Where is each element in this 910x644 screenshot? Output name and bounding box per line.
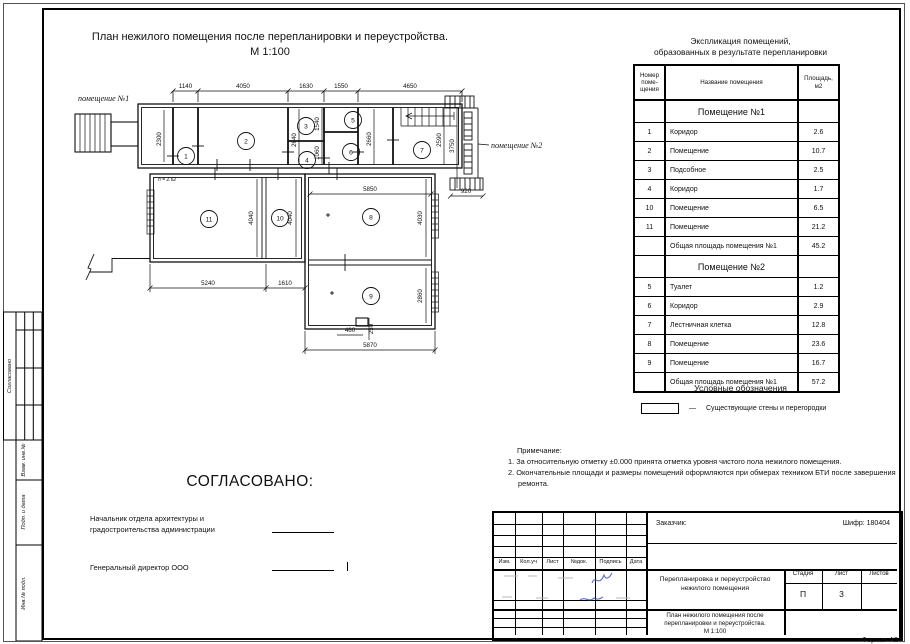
- dim-2860: 2860: [417, 289, 424, 303]
- room-8-number: 8: [369, 214, 373, 222]
- dim-4040-b: 4040: [287, 211, 294, 225]
- cell-area: [798, 256, 839, 278]
- section-title: Помещение №2: [665, 256, 798, 278]
- plan-scale: М 1:100: [250, 45, 290, 58]
- cell-name: Коридор: [665, 180, 798, 199]
- room-11-number: 11: [205, 216, 213, 224]
- drawing-title-line2: перепланировки и переустройства.: [664, 619, 766, 627]
- room-1-number: 1: [184, 153, 188, 161]
- room-3-number: 3: [304, 123, 308, 131]
- dim-4040-a: 4040: [248, 211, 255, 225]
- drawing-title: [646, 612, 784, 635]
- table-row: [634, 316, 839, 335]
- cell-total-label: Общая площадь помещения №1: [665, 237, 798, 256]
- cell-name: Туалет: [665, 278, 798, 297]
- cell-name: Коридор: [665, 123, 798, 142]
- cell-num: 2: [634, 142, 665, 161]
- dim-460: 460: [344, 327, 356, 334]
- cell-area: 1.2: [798, 278, 839, 297]
- plan-title-text: План нежилого помещения после перепланировки и переустройства.: [91, 31, 449, 43]
- sheets-header: Листов: [869, 571, 889, 577]
- table-row: [634, 142, 839, 161]
- stamp-vzam-label: Взам. инв.№: [21, 443, 27, 477]
- tb-line: [494, 535, 646, 536]
- explication-table: [633, 64, 840, 393]
- sheet-header: Лист: [834, 571, 849, 577]
- legend-dash: —: [689, 405, 696, 412]
- cell-name: Помещение: [665, 199, 798, 218]
- cell-area: 21.2: [798, 218, 839, 237]
- dim-5240: 5240: [201, 280, 215, 287]
- cell-num: [634, 100, 665, 123]
- explication-title-line1: Экспликация помещений,: [690, 36, 791, 46]
- dim-2660: 2660: [366, 132, 373, 146]
- customer-label: Заказчик:: [656, 520, 687, 527]
- drawing-title-line1: План нежилого помещения после: [666, 612, 764, 619]
- dim-2590: 2590: [436, 133, 443, 147]
- signature-line-2: [272, 570, 334, 571]
- project-name: [646, 576, 784, 594]
- table-row: [634, 297, 839, 316]
- side-stamp-strip: [3, 3, 43, 641]
- cell-area: 45.2: [798, 237, 839, 256]
- table-row: [634, 354, 839, 373]
- cell-name: Подсобное: [665, 161, 798, 180]
- cell-area: [798, 100, 839, 123]
- table-row: [634, 123, 839, 142]
- cell-area: 16.7: [798, 354, 839, 373]
- tb-line: [494, 546, 646, 547]
- dim-4030: 4030: [417, 211, 424, 225]
- stamp-inv-label: Инв.№ подл.: [21, 576, 27, 610]
- cell-num: 11: [634, 218, 665, 237]
- format-label: Формат А3: [861, 635, 898, 644]
- cell-name: Коридор: [665, 297, 798, 316]
- room-5-number: 5: [351, 117, 355, 125]
- cell-area: 12.8: [798, 316, 839, 335]
- dim-1060: 1060: [314, 146, 321, 160]
- room-6-number: 6: [349, 149, 353, 157]
- tb-line: [494, 627, 646, 628]
- section-title: Помещение №1: [665, 100, 798, 123]
- dim-1610: 1610: [278, 280, 292, 287]
- tb-col-koluch: Кол.уч: [520, 559, 537, 565]
- stage-value: П: [799, 589, 807, 599]
- signer-2-label: Генеральный директор ООО: [90, 563, 189, 572]
- room-10-number: 10: [276, 215, 284, 223]
- dim-3750: 3750: [449, 139, 456, 153]
- total-row: [634, 237, 839, 256]
- col-header-name: Название помещения: [665, 65, 798, 100]
- cell-area: 23.6: [798, 335, 839, 354]
- premise2-label: помещение №2: [491, 141, 543, 150]
- table-header-row: [634, 65, 839, 100]
- dim-920: 920: [460, 188, 472, 195]
- tb-line: [784, 569, 786, 635]
- cell-num: 1: [634, 123, 665, 142]
- legend-item-label: Существующие стены и перегородки: [706, 405, 827, 412]
- tb-line: [494, 618, 646, 619]
- table-row: [634, 161, 839, 180]
- table-row: [634, 218, 839, 237]
- dim-4650: 4650: [403, 83, 417, 90]
- approval-title: СОГЛАСОВАНО:: [186, 473, 314, 490]
- cell-area: 6.5: [798, 199, 839, 218]
- dim-1550: 1550: [334, 83, 348, 90]
- stray-mark: [347, 562, 348, 571]
- notes-block: [508, 445, 900, 489]
- section-row: [634, 100, 839, 123]
- project-name-line2: нежилого помещения: [680, 584, 750, 592]
- notes-title: Примечание:: [517, 446, 562, 455]
- cell-num: 6: [634, 297, 665, 316]
- cipher-label: Шифр: 180404: [842, 520, 890, 527]
- cell-num: 9: [634, 354, 665, 373]
- dim-4050: 4050: [236, 83, 250, 90]
- stage-header: Стадия: [792, 571, 814, 577]
- cell-area: 1.7: [798, 180, 839, 199]
- tb-col-izm: Изм.: [498, 559, 511, 565]
- cell-name: Помещение: [665, 142, 798, 161]
- cell-num: 3: [634, 161, 665, 180]
- tb-col-podpis: Подпись: [599, 559, 622, 565]
- sheet-value: 3: [839, 589, 844, 599]
- cell-num: 10: [634, 199, 665, 218]
- room-9-number: 9: [369, 293, 373, 301]
- plan-title: [55, 30, 485, 60]
- cell-name: Лестничная клетка: [665, 316, 798, 335]
- dim-5850: 5850: [363, 186, 377, 193]
- premise1-label: помещение №1: [78, 94, 130, 103]
- room-7-number: 7: [420, 147, 424, 155]
- cell-total-label: Общая площадь помещения №1: [665, 373, 798, 393]
- section-row: [634, 256, 839, 278]
- cell-num: 8: [634, 335, 665, 354]
- explication-title-line2: образованных в результате перепланировки: [653, 46, 828, 57]
- legend-title: Условные обозначения: [694, 383, 787, 393]
- cell-area: 2.6: [798, 123, 839, 142]
- dim-2640: 2640: [291, 133, 298, 147]
- signature-line-1: [272, 532, 334, 533]
- dim-1630: 1630: [299, 83, 313, 90]
- tb-col-data: Дата: [629, 559, 643, 565]
- room-4-number: 4: [305, 157, 309, 165]
- dim-1140: 1140: [178, 83, 193, 90]
- col-header-area: Площадь, м2: [798, 65, 839, 100]
- tb-line: [494, 609, 897, 611]
- cell-num: 7: [634, 316, 665, 335]
- note-item-1: 1. За относительную отметку ±0.000 принята отметка уровня чистого пола нежилого помещения.: [508, 457, 842, 467]
- dim-1540: 1540: [314, 117, 321, 131]
- table-row: [634, 180, 839, 199]
- table-row: [634, 335, 839, 354]
- table-row: [634, 199, 839, 218]
- tb-line: [784, 583, 897, 584]
- drawing-title-line3: М 1:100: [703, 627, 727, 635]
- cell-num: [634, 256, 665, 278]
- explication-title: [628, 36, 853, 58]
- floor-plan: [60, 82, 550, 377]
- tb-col-ndok: №док.: [570, 559, 588, 565]
- project-name-line1: Перепланировка и переустройство: [659, 576, 771, 583]
- cell-name: Помещение: [665, 335, 798, 354]
- cell-num: 4: [634, 180, 665, 199]
- tb-line: [646, 543, 897, 544]
- cell-num: [634, 237, 665, 256]
- note-item-2: 2. Окончательные площади и размеры помещений оформляются при обмерах техником БТИ после завершения ремонта.: [508, 468, 896, 489]
- legend-item: [641, 403, 901, 414]
- dim-250: 250: [368, 323, 375, 335]
- cell-area: 10.7: [798, 142, 839, 161]
- signature-marks: [496, 569, 646, 607]
- dim-5870: 5870: [363, 342, 377, 349]
- table-row: [634, 278, 839, 297]
- tb-line: [494, 524, 646, 525]
- height-note: h = 2.62: [158, 177, 177, 183]
- cell-num: 5: [634, 278, 665, 297]
- tb-line: [494, 557, 646, 558]
- cell-name: Помещение: [665, 218, 798, 237]
- cell-area: 57.2: [798, 373, 839, 393]
- col-header-number: Номер поме-щения: [634, 65, 665, 100]
- cell-area: 2.5: [798, 161, 839, 180]
- dim-2300: 2300: [156, 132, 163, 146]
- stamp-podp-label: Подп. и дата: [21, 494, 27, 530]
- tb-col-list: Лист: [546, 559, 559, 565]
- stamp-soglasovano-label: Согласовано: [7, 358, 13, 394]
- cell-name: Помещение: [665, 354, 798, 373]
- wall-symbol: [641, 403, 679, 414]
- title-block: [492, 511, 903, 641]
- signer-1-label: Начальник отдела архитектуры и градостроительства администрации: [90, 514, 215, 534]
- cell-area: 2.9: [798, 297, 839, 316]
- room-2-number: 2: [244, 138, 248, 146]
